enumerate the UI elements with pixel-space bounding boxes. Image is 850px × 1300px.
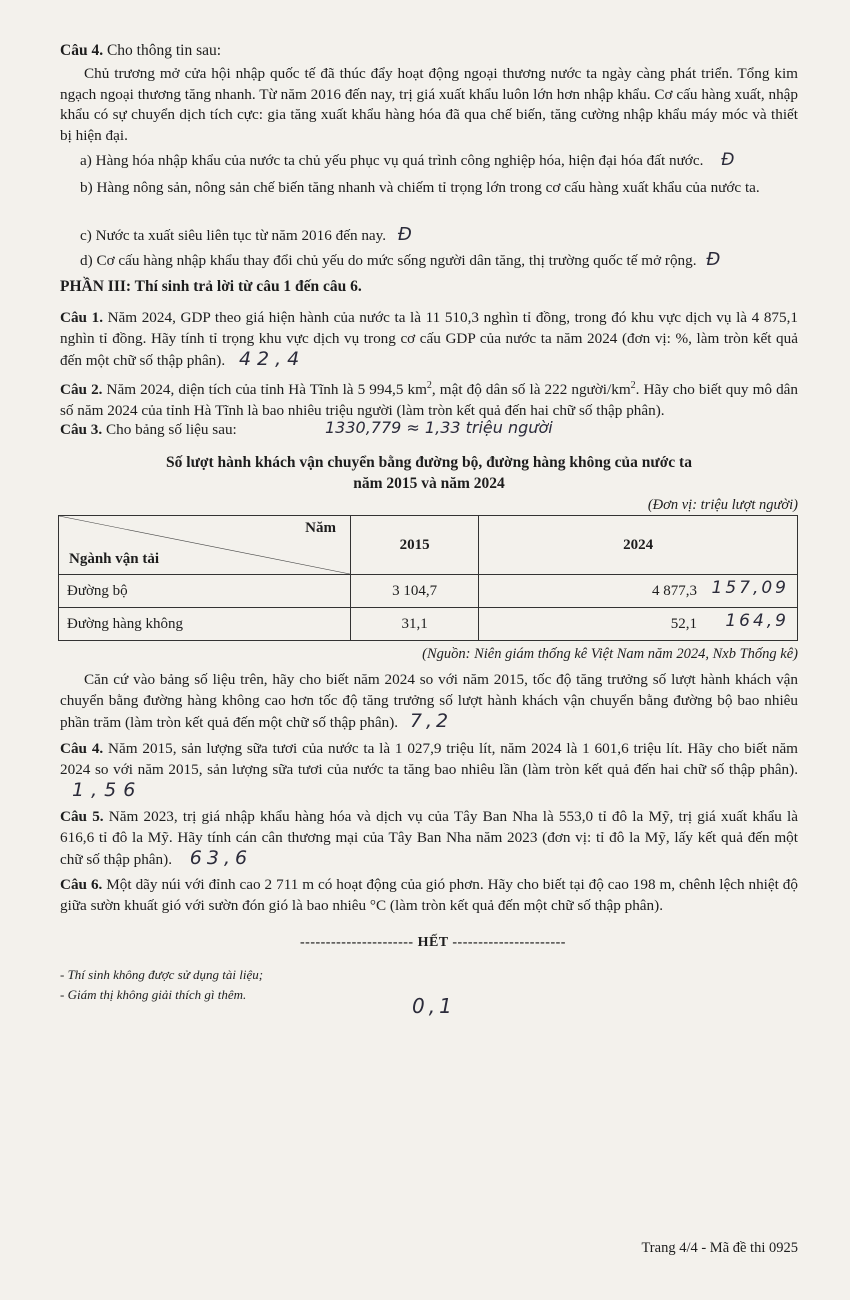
q4-option-a: a) Hàng hóa nhập khẩu của nước ta chủ yếu phục vụ quá trình công nghiệp hóa, hiện đại hóa đất nước. Đ <box>80 150 735 170</box>
q4-option-d: d) Cơ cấu hàng nhập khẩu thay đổi chủ yếu do mức sống người dân tăng, thị trường quốc tế mở rộng. Đ <box>80 249 721 270</box>
q4-intro: Chủ trương mở cửa hội nhập quốc tế đã thúc đẩy hoạt động ngoại thương nước ta ngày càng phát triển. Tổng kim ngạch ngoại thương tăng nhanh. Từ năm 2016 đến nay, trị giá xuất khẩu luôn lớn hơn nhập khẩu. Cơ cấu hàng xuất, nhập khẩu có sự chuyển dịch tích cực: gia tăng xuất khẩu hàng hóa đã qua chế biến, tăng cường nhập khẩu máy móc và thiết bị hiện đại. <box>60 65 798 144</box>
end-marker: ---------------------- HẾT ---------------------- <box>300 935 566 950</box>
table-header-year: 2015 <box>351 516 479 575</box>
table-row <box>59 608 798 641</box>
table-title: Số lượt hành khách vận chuyển bằng đường bộ, đường hàng không của nước ta năm 2015 và năm 2024 <box>166 454 692 492</box>
table-unit: (Đơn vị: triệu lượt người) <box>647 497 798 513</box>
table-cell-sector: Đường hàng không <box>59 608 351 641</box>
table-cell-value: 3 104,7 <box>351 575 479 608</box>
table-cell-value: 4 877,3 157,09 <box>479 575 798 608</box>
q4-option-b: b) Hàng nông sản, nông sản chế biến tăng nhanh và chiếm tỉ trọng lớn trong cơ cấu hàng xuất khẩu của nước ta. <box>80 179 760 196</box>
passenger-table <box>58 515 798 641</box>
page-number: Trang 4/4 - Mã đề thi 0925 <box>641 1240 798 1256</box>
bottom-hand-note: 0,1 <box>412 994 456 1018</box>
table-header-corner: Năm Ngành vận tải <box>59 516 351 575</box>
table-row <box>59 575 798 608</box>
table-cell-value: 52,1 164,9 <box>479 608 798 641</box>
question-3-text: Căn cứ vào bảng số liệu trên, hãy cho biết năm 2024 so với năm 2015, tốc độ tăng trưởng số lượt hành khách vận chuyển bằng đường hàng không cao hơn tốc độ tăng trưởng số lượt hành khách vận chuyển bằng đường bộ bao nhiêu phần trăm (làm tròn kết quả đến một chữ số thập phân). 7,2 <box>60 671 798 732</box>
question-5: Câu 5. Năm 2023, trị giá nhập khẩu hàng hóa và dịch vụ của Tây Ban Nha là 553,0 tỉ đô la Mỹ, trị giá xuất khẩu là 616,6 tỉ đô la Mỹ. Hãy tính cán cân thương mại của Tây Ban Nha năm 2023 (đơn vị: tỉ đô la Mỹ, lấy kết quả đến một chữ số thập phân). 63,6 <box>60 808 798 869</box>
q4-option-c: c) Nước ta xuất siêu liên tục từ năm 2016 đến nay. Đ <box>80 224 412 245</box>
part3-heading: PHẦN III: Thí sinh trả lời từ câu 1 đến câu 6. <box>60 278 362 295</box>
table-cell-sector: Đường bộ <box>59 575 351 608</box>
footnote: - Giám thị không giải thích gì thêm. <box>60 987 247 1002</box>
question-1: Câu 1. Năm 2024, GDP theo giá hiện hành của nước ta là 11 510,3 nghìn tỉ đồng, trong đó khu vực dịch vụ là 4 875,1 nghìn tỉ đồng. Hãy tính tỉ trọng khu vực dịch vụ trong cơ cấu GDP của nước ta năm 2024 (đơn vị: %, làm tròn kết quả đến một chữ số thập phân). 42,4 <box>60 309 798 370</box>
table-cell-value: 31,1 <box>351 608 479 641</box>
question-6: Câu 6. Một dãy núi với đỉnh cao 2 711 m có hoạt động của gió phơn. Hãy cho biết tại độ cao 198 m, chênh lệch nhiệt độ giữa sườn khuất gió với sườn đón gió là bao nhiêu °C (làm tròn kết quả đến một chữ số thập phân). <box>60 876 798 914</box>
question-2-hand-calc: 1330,779 ≈ 1,33 triệu người <box>325 418 553 437</box>
footnote: - Thí sinh không được sử dụng tài liệu; <box>60 967 264 982</box>
q4-heading: Câu 4. Cho thông tin sau: <box>60 42 222 59</box>
table-source: (Nguồn: Niên giám thống kê Việt Nam năm 2024, Nxb Thống kê) <box>422 646 798 662</box>
question-2: Câu 2. Năm 2024, diện tích của tỉnh Hà Tĩnh là 5 994,5 $km^2$, mật độ dân số là 222 người/$km^2$. Hãy cho biết quy mô dân số năm 2024 của tỉnh Hà Tĩnh là bao nhiêu triệu người (làm tròn kết quả đến hai chữ số thập phân). <box>60 380 799 419</box>
question-3-intro: Câu 3. Cho bảng số liệu sau: <box>60 421 237 438</box>
question-4: Câu 4. Năm 2015, sản lượng sữa tươi của nước ta là 1 027,9 triệu lít, năm 2024 là 1 601,6 triệu lít. Hãy cho biết năm 2024 so với năm 2015, sản lượng sữa tươi của nước ta tăng bao nhiêu lần (làm tròn kết quả đến hai chữ số thập phân). 1,56 <box>60 740 799 801</box>
table-header-year: 2024 <box>479 516 798 575</box>
